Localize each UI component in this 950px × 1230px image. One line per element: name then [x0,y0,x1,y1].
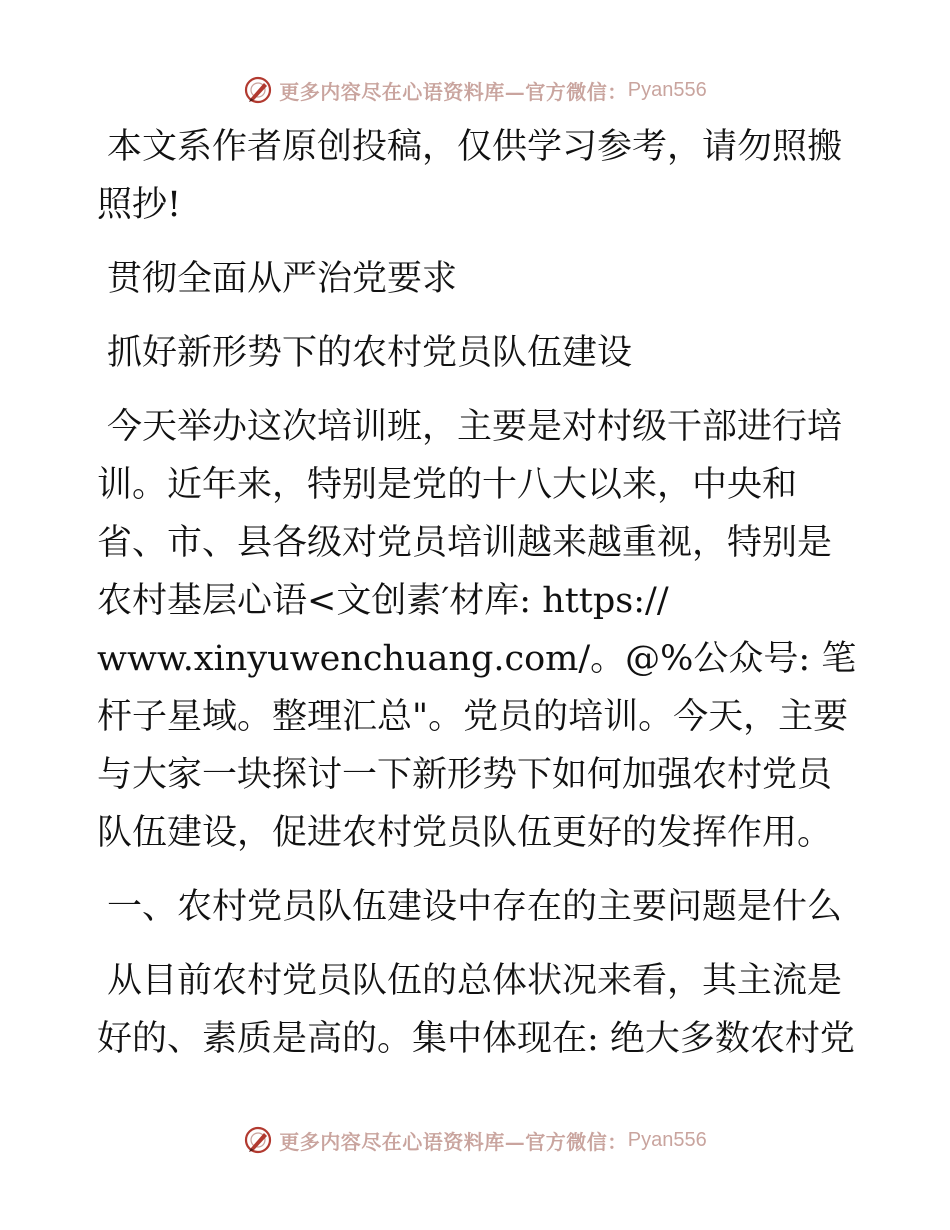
body-paragraph-intro-cont: www.xinyuwenchuang.com/。@%公众号: 笔杆子星域。整理汇总"。党员的培训。今天，主要与大家一块探讨一下新形势下如何加强农村党员队伍建设，促进农村党员队伍更好的发挥作用。 [97,639,857,853]
header-watermark [0,70,950,110]
title-line-1: 贯彻全面从严治党要求 [107,259,458,299]
body-paragraph-section-1: 从目前农村党员队伍的总体状况来看，其主流是好的、素质是高的。集中体现在: 绝大多数农村党 [97,961,855,1059]
document-body [97,118,857,1068]
section-heading-1: 一、农村党员队伍建设中存在的主要问题是什么 [107,887,843,927]
watermark-text: 更多内容尽在心语资料库—官方微信： [279,1129,628,1154]
watermark-wechat-id: Pyan556 [627,1128,707,1151]
body-paragraph-intro: 今天举办这次培训班，主要是对村级干部进行培训。近年来，特别是党的十八大以来，中央和省、市、县各级对党员培训越来越重视，特别是农村基层心语<文创素′材库: https:// [97,407,843,621]
disclaimer-paragraph: 本文系作者原创投稿，仅供学习参考，请勿照搬照抄! [97,127,843,225]
pen-logo-icon [243,75,273,105]
watermark-wechat-id: Pyan556 [627,78,707,101]
pen-logo-icon [243,1125,273,1155]
footer-watermark [0,1120,950,1160]
title-line-2: 抓好新形势下的农村党员队伍建设 [107,333,633,373]
watermark-text: 更多内容尽在心语资料库—官方微信： [279,79,628,104]
